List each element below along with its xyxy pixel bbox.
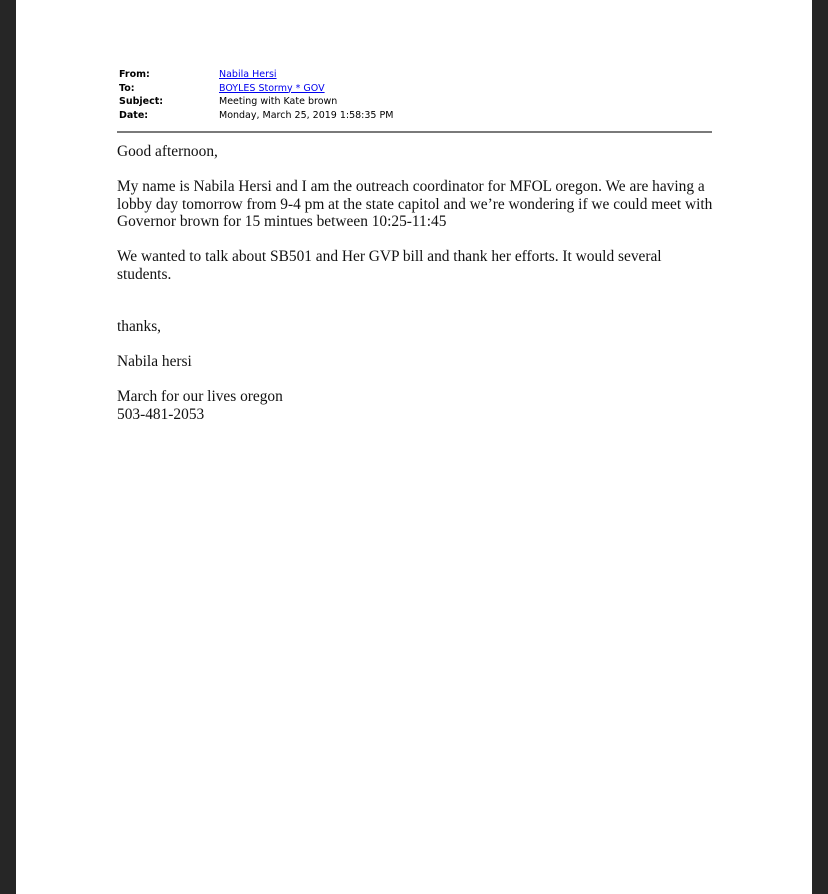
- header-row-to: [119, 82, 712, 96]
- body-paragraph-1: My name is Nabila Hersi and I am the outreach coordinator for MFOL oregon. We are having a lobby day tomorrow from 9-4 pm at the state capitol and we’re wondering if we could meet with Governor brown for 15 mintues between 10:25-11:45: [117, 178, 713, 230]
- header-row-from: [119, 68, 712, 82]
- body-paragraph-2: We wanted to talk about SB501 and Her GVP bill and thank her efforts. It would several students.: [117, 248, 662, 283]
- to-value-link[interactable]: BOYLES Stormy * GOV: [219, 82, 325, 94]
- phone-number: 503-481-2053: [117, 405, 205, 423]
- email-body: [117, 143, 717, 423]
- organization-name: March for our lives oregon: [117, 388, 283, 405]
- document-page: [16, 0, 812, 894]
- greeting: Good afternoon,: [117, 143, 218, 160]
- to-label: To:: [119, 82, 135, 94]
- header-row-subject: [119, 95, 712, 109]
- header-row-date: [119, 109, 712, 123]
- date-value: Monday, March 25, 2019 1:58:35 PM: [219, 109, 394, 121]
- signature-name: Nabila hersi: [117, 353, 192, 370]
- subject-value: Meeting with Kate brown: [219, 96, 338, 108]
- email-header: [119, 68, 712, 122]
- closing: thanks,: [117, 318, 162, 335]
- subject-label: Subject:: [119, 96, 164, 108]
- from-label: From:: [119, 69, 150, 80]
- from-value-link[interactable]: Nabila Hersi: [219, 69, 277, 80]
- header-divider: [117, 131, 712, 133]
- date-label: Date:: [119, 109, 149, 121]
